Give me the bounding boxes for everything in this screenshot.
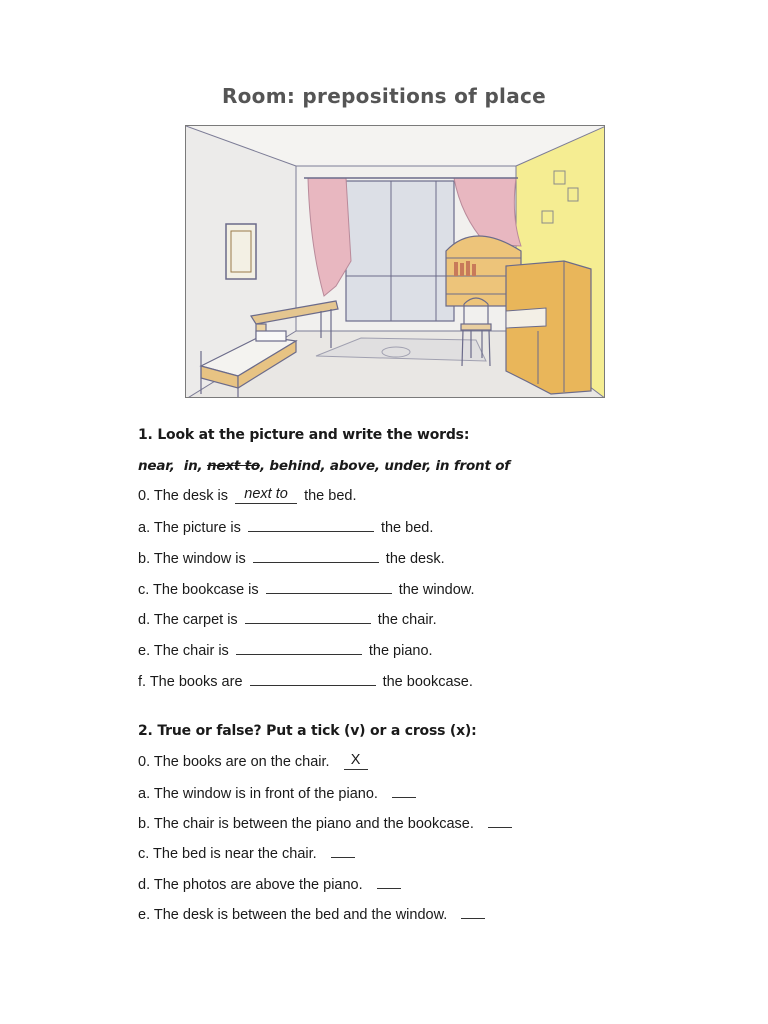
exercise1-item-b [138, 550, 445, 567]
item-rest: the desk. [385, 551, 445, 567]
answer-blank[interactable] [266, 581, 392, 594]
section2-heading: 2. True or false? Put a tick (v) or a cross (x): [138, 723, 477, 739]
answer-blank[interactable] [236, 642, 362, 655]
page-title: Room: prepositions of place [221, 84, 547, 108]
answer-blank [235, 488, 297, 504]
word-in: in, [183, 458, 203, 474]
exercise2-item-b [138, 815, 515, 832]
answer-blank[interactable] [488, 815, 512, 828]
answer-blank[interactable] [245, 611, 371, 624]
item-label: 0. The books are on the chair. [138, 754, 330, 770]
item-label: 0. The desk is [138, 488, 229, 504]
item-label: a. The window is in front of the piano. [138, 786, 378, 802]
word-next-to: next to [206, 458, 260, 474]
item-label: b. The window is [138, 551, 246, 567]
item-label: a. The picture is [138, 520, 241, 536]
answer-blank[interactable] [392, 785, 416, 798]
item-rest: the bed. [304, 488, 357, 504]
answer-blank[interactable] [377, 876, 401, 889]
exercise1-item-0 [138, 488, 357, 504]
item-label: e. The chair is [138, 643, 229, 659]
item-rest: the window. [398, 582, 475, 598]
item-rest: the bed. [380, 520, 434, 536]
room-picture [185, 125, 605, 398]
item-label: d. The carpet is [138, 612, 238, 628]
item-rest: the chair. [377, 612, 437, 628]
exercise2-item-c [138, 845, 358, 862]
item-label: c. The bookcase is [138, 582, 259, 598]
item-rest: the piano. [368, 643, 433, 659]
exercise2-item-d [138, 876, 404, 893]
word-bank [138, 458, 510, 474]
answer-blank [344, 754, 368, 770]
word-near: near, [138, 458, 175, 474]
item-label: d. The photos are above the piano. [138, 877, 363, 893]
exercise1-item-a [138, 519, 433, 536]
item-label: c. The bed is near the chair. [138, 846, 317, 862]
word-rest: , behind, above, under, in front of [259, 458, 510, 474]
exercise2-item-e [138, 906, 488, 923]
answer-blank[interactable] [331, 845, 355, 858]
answer-blank[interactable] [248, 519, 374, 532]
exercise1-item-e [138, 642, 433, 659]
exercise2-item-a [138, 785, 419, 802]
item-rest: the bookcase. [382, 674, 473, 690]
room-sketch [186, 126, 605, 398]
item-label: e. The desk is between the bed and the window. [138, 907, 448, 923]
answer-text: X [350, 752, 361, 768]
exercise1-item-d [138, 611, 437, 628]
answer-blank[interactable] [250, 673, 376, 686]
item-label: b. The chair is between the piano and the bookcase. [138, 816, 474, 832]
answer-text: next to [244, 486, 288, 502]
answer-blank[interactable] [461, 906, 485, 919]
exercise2-item-0 [138, 754, 368, 770]
item-label: f. The books are [138, 674, 243, 690]
exercise1-item-f [138, 673, 473, 690]
answer-blank[interactable] [253, 550, 379, 563]
exercise1-item-c [138, 581, 474, 598]
section1-heading: 1. Look at the picture and write the words: [138, 427, 470, 443]
